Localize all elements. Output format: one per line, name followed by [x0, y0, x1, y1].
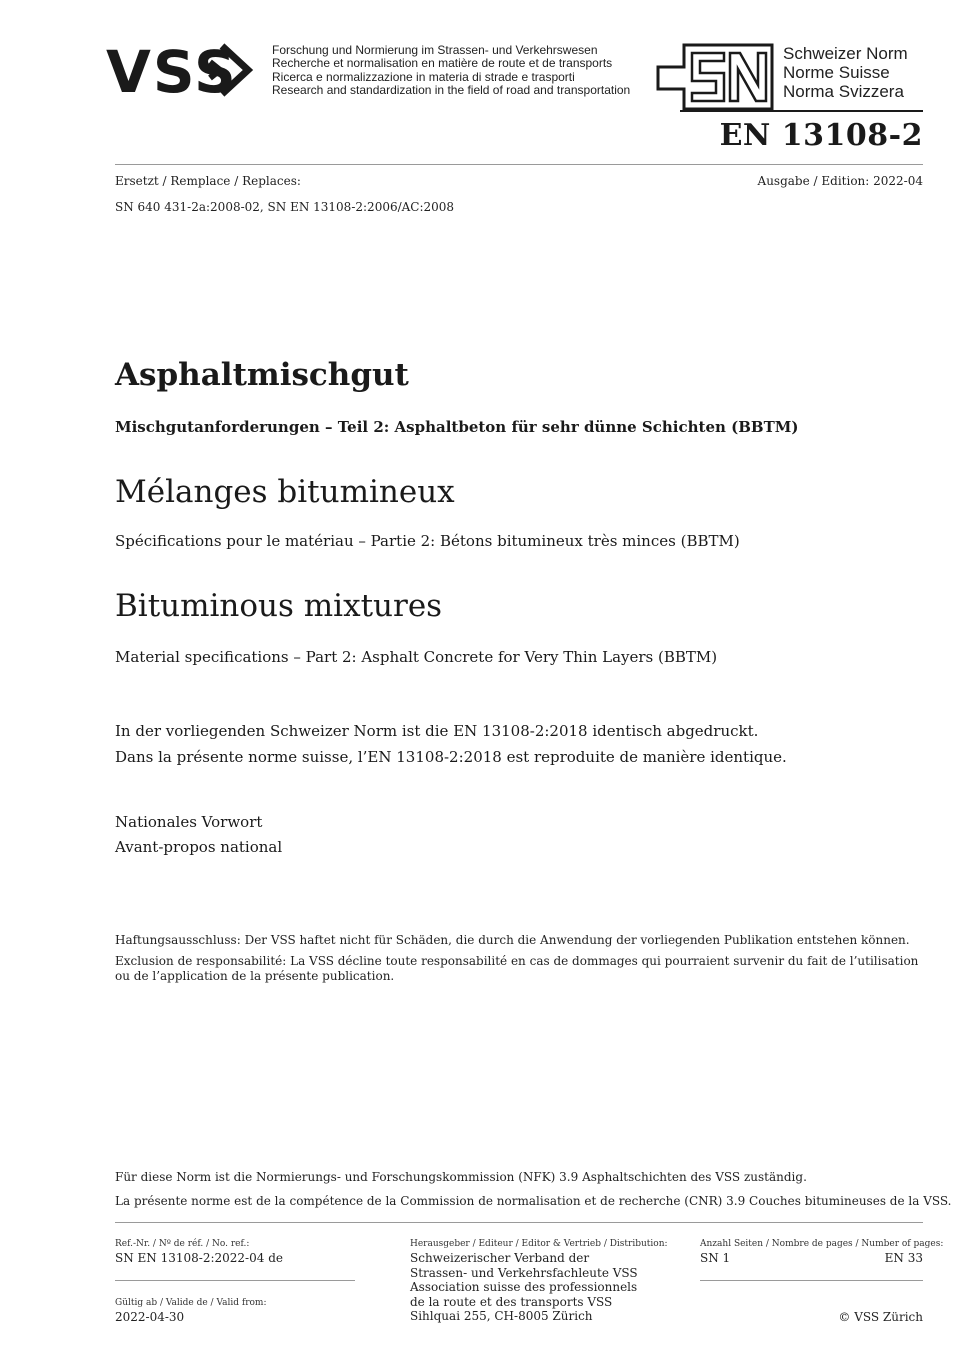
sn-underline — [680, 110, 923, 112]
tagline-it: Ricerca e normalizzazione in materia di strade e trasporti — [272, 69, 575, 84]
valid-label: Gültig ab / Valide de / Valid from: — [115, 1298, 267, 1308]
ref-label: Ref.-Nr. / Nº de réf. / No. ref.: — [115, 1239, 250, 1249]
subtitle-en: Material specifications – Part 2: Asphalt Concrete for Very Thin Layers (BBTM) — [115, 648, 718, 666]
publisher-line: Schweizerischer Verband der — [410, 1251, 590, 1265]
valid-value: 2022-04-30 — [115, 1310, 185, 1324]
copyright: © VSS Zürich — [838, 1310, 923, 1324]
pages-en: EN 33 — [884, 1251, 923, 1265]
sn-name-fr: Norme Suisse — [783, 63, 890, 82]
replaces-value: SN 640 431-2a:2008-02, SN EN 13108-2:2006/AC:2008 — [115, 200, 455, 214]
publisher-line: de la route et des transports VSS — [410, 1294, 613, 1309]
ref-value: SN EN 13108-2:2022-04 de — [115, 1251, 283, 1265]
edition-label: Ausgabe / Edition: 2022-04 — [757, 174, 923, 188]
sn-name-it: Norma Svizzera — [783, 82, 904, 101]
sn-logo — [656, 43, 780, 113]
sn-names — [783, 44, 908, 101]
identical-statement-fr: Dans la présente norme suisse, l’EN 13108-2:2018 est reproduite de manière identique. — [115, 748, 787, 766]
title-en: Bituminous mixtures — [115, 588, 443, 624]
footer-divider — [115, 1222, 923, 1223]
vss-logo — [106, 40, 266, 100]
national-foreword-de: Nationales Vorwort — [115, 813, 263, 831]
disclaimer-de: Haftungsausschluss: Der VSS haftet nicht für Schäden, die durch die Anwendung der vorliegenden Publikation entstehen können. — [115, 933, 910, 947]
header-divider — [115, 164, 923, 165]
publisher-line: Association suisse des professionnels — [410, 1280, 638, 1294]
commission-de: Für diese Norm ist die Normierungs- und Forschungskommission (NFK) 3.9 Asphaltschichten des VSS zuständig. — [115, 1170, 807, 1184]
footer-col1-divider — [115, 1280, 355, 1281]
subtitle-fr: Spécifications pour le matériau – Partie 2: Bétons bitumineux très minces (BBTM) — [115, 532, 740, 550]
identical-statement-de: In der vorliegenden Schweizer Norm ist die EN 13108-2:2018 identisch abgedruckt. — [115, 722, 759, 740]
tagline-en: Research and standardization in the field of road and transportation — [272, 82, 631, 97]
title-fr: Mélanges bitumineux — [115, 474, 455, 510]
publisher-line: Sihlquai 255, CH-8005 Zürich — [410, 1309, 593, 1323]
subtitle-de: Mischgutanforderungen – Teil 2: Asphaltbeton für sehr dünne Schichten (BBTM) — [115, 418, 799, 436]
svg-text:VSS: VSS — [106, 40, 238, 100]
pages-sn: SN 1 — [700, 1251, 731, 1265]
replaces-label: Ersetzt / Remplace / Replaces: — [115, 174, 301, 188]
vss-tagline — [272, 44, 630, 97]
publisher-label: Herausgeber / Editeur / Editor & Vertrieb / Distribution: — [410, 1239, 668, 1249]
disclaimer-fr-line-1: Exclusion de responsabilité: La VSS décline toute responsabilité en cas de dommages qui pourraient survenir du fait de l’utilisation — [115, 954, 919, 968]
disclaimer-fr — [115, 954, 918, 983]
tagline-fr: Recherche et normalisation en matière de route et de transports — [272, 56, 613, 71]
title-de: Asphaltmischgut — [115, 357, 409, 393]
publisher-address — [410, 1251, 638, 1324]
national-foreword-fr: Avant-propos national — [115, 838, 283, 856]
commission-fr: La présente norme est de la compétence de la Commission de normalisation et de recherche (CNR) 3.9 Couches bitumineuses de la VSS. — [115, 1194, 952, 1208]
document-number: EN 13108-2 — [719, 118, 923, 153]
pages-label: Anzahl Seiten / Nombre de pages / Number of pages: — [700, 1239, 944, 1249]
publisher-line: Strassen- und Verkehrsfachleute VSS — [410, 1265, 638, 1280]
footer-col3-divider — [700, 1280, 923, 1281]
disclaimer-fr-line-2: ou de l’application de la présente publication. — [115, 968, 395, 983]
sn-name-de: Schweizer Norm — [783, 44, 908, 63]
tagline-de: Forschung und Normierung im Strassen- und Verkehrswesen — [272, 43, 598, 57]
